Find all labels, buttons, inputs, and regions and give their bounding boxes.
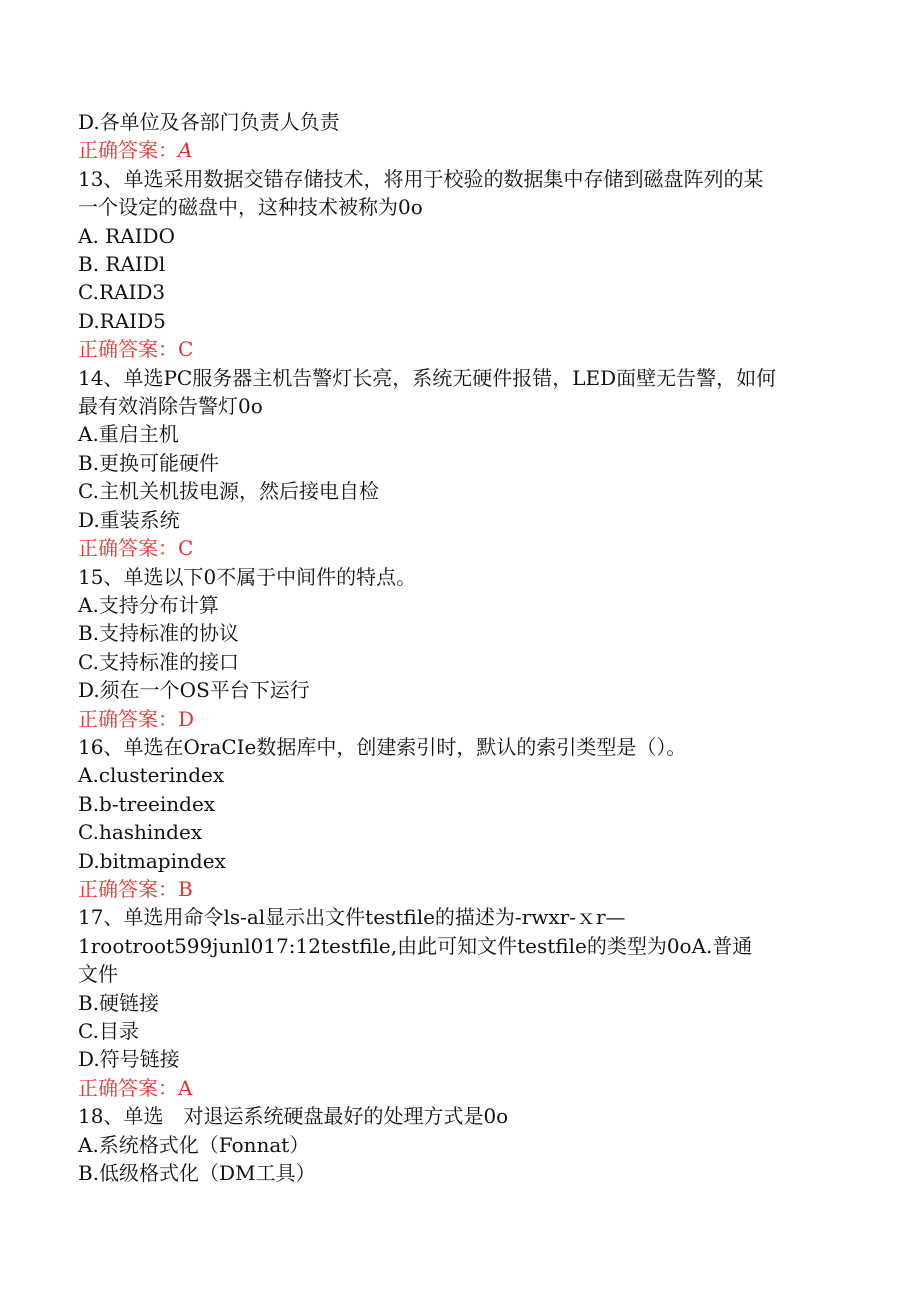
- answer-label: 正确答案：: [78, 138, 178, 163]
- question-13-text: 13、单选采用数据交错存储技术，将用于校验的数据集中存储到磁盘阵列的某: [78, 166, 764, 191]
- question-14-text: 14、单选PC服务器主机告警灯长亮，系统无硬件报错，LED面壁无告警，如何: [78, 365, 777, 390]
- option-c-q17: C.目录: [78, 1019, 139, 1043]
- option-c-q14: C.主机关机拔电源，然后接电自检: [78, 479, 379, 504]
- answer-q14: [78, 534, 838, 562]
- answer-q13: [78, 335, 838, 363]
- option-d-q16: D.bitmapindex: [78, 848, 226, 873]
- option-d-q14: D.重装系统: [78, 507, 180, 532]
- answer-value: A: [178, 1075, 193, 1100]
- option-a-q13: A. RAIDO: [78, 223, 175, 248]
- option-b-q13: B. RAIDl: [78, 252, 166, 277]
- option-b-q18: B.低级格式化（DM工具）: [78, 1161, 316, 1186]
- question-15-text: 15、单选以下0不属于中间件的特点。: [78, 564, 417, 589]
- option-a-q15: A.支持分布计算: [78, 592, 219, 617]
- answer-value: D: [178, 706, 195, 731]
- answer-value: B: [178, 876, 193, 901]
- answer-label: 正确答案：: [78, 536, 178, 561]
- option-a-q17-cont: 文件: [78, 962, 118, 987]
- option-d-q15: D.须在一个OS平台下运行: [78, 678, 310, 703]
- answer-q15: [78, 705, 838, 733]
- answer-value: C: [178, 536, 194, 561]
- option-c-q15: C.支持标准的接口: [78, 649, 239, 674]
- answer-label: 正确答案：: [78, 1075, 178, 1100]
- answer-q12: [78, 136, 838, 164]
- answer-q17: [78, 1074, 838, 1102]
- question-18-text: 18、单选 对退运系统硬盘最好的处理方式是0o: [78, 1104, 509, 1129]
- option-b-q14: B.更换可能硬件: [78, 450, 220, 475]
- document-page: [78, 108, 838, 1187]
- option-c-q13: C.RAID3: [78, 280, 166, 305]
- question-16-text: 16、单选在OraCIe数据库中，创建索引时，默认的索引类型是（）。: [78, 734, 687, 759]
- question-17-text-cont: 1rootroot599junl017:12testfile,由此可知文件testfile的类型为0oA.普通: [78, 933, 753, 958]
- option-b-q17: B.硬链接: [78, 990, 160, 1015]
- question-17-text: 17、单选用命令ls-al显示出文件testfile的描述为-rwxr-ｘr—: [78, 905, 626, 930]
- question-13-text-cont: 一个设定的磁盘中，这种技术被称为0o: [78, 195, 423, 220]
- answer-label: 正确答案：: [78, 706, 178, 731]
- option-a-q16: A.clusterindex: [78, 763, 225, 788]
- answer-label: 正确答案：: [78, 876, 178, 901]
- option-d-q12: D.各单位及各部门负责人负责: [78, 110, 340, 134]
- option-b-q16: B.b-treeindex: [78, 791, 216, 816]
- option-d-q13: D.RAID5: [78, 308, 166, 333]
- option-b-q15: B.支持标准的协议: [78, 621, 240, 646]
- question-14-text-cont: 最有效消除告警灯0o: [78, 394, 263, 419]
- answer-q16: [78, 875, 838, 903]
- option-c-q16: C.hashindex: [78, 820, 203, 845]
- answer-label: 正确答案：: [78, 337, 178, 362]
- answer-value: C: [178, 337, 194, 362]
- option-a-q18: A.系统格式化（Fonnat）: [78, 1132, 310, 1157]
- option-a-q14: A.重启主机: [78, 422, 179, 447]
- answer-value: A: [178, 138, 193, 163]
- option-d-q17: D.符号链接: [78, 1047, 180, 1072]
